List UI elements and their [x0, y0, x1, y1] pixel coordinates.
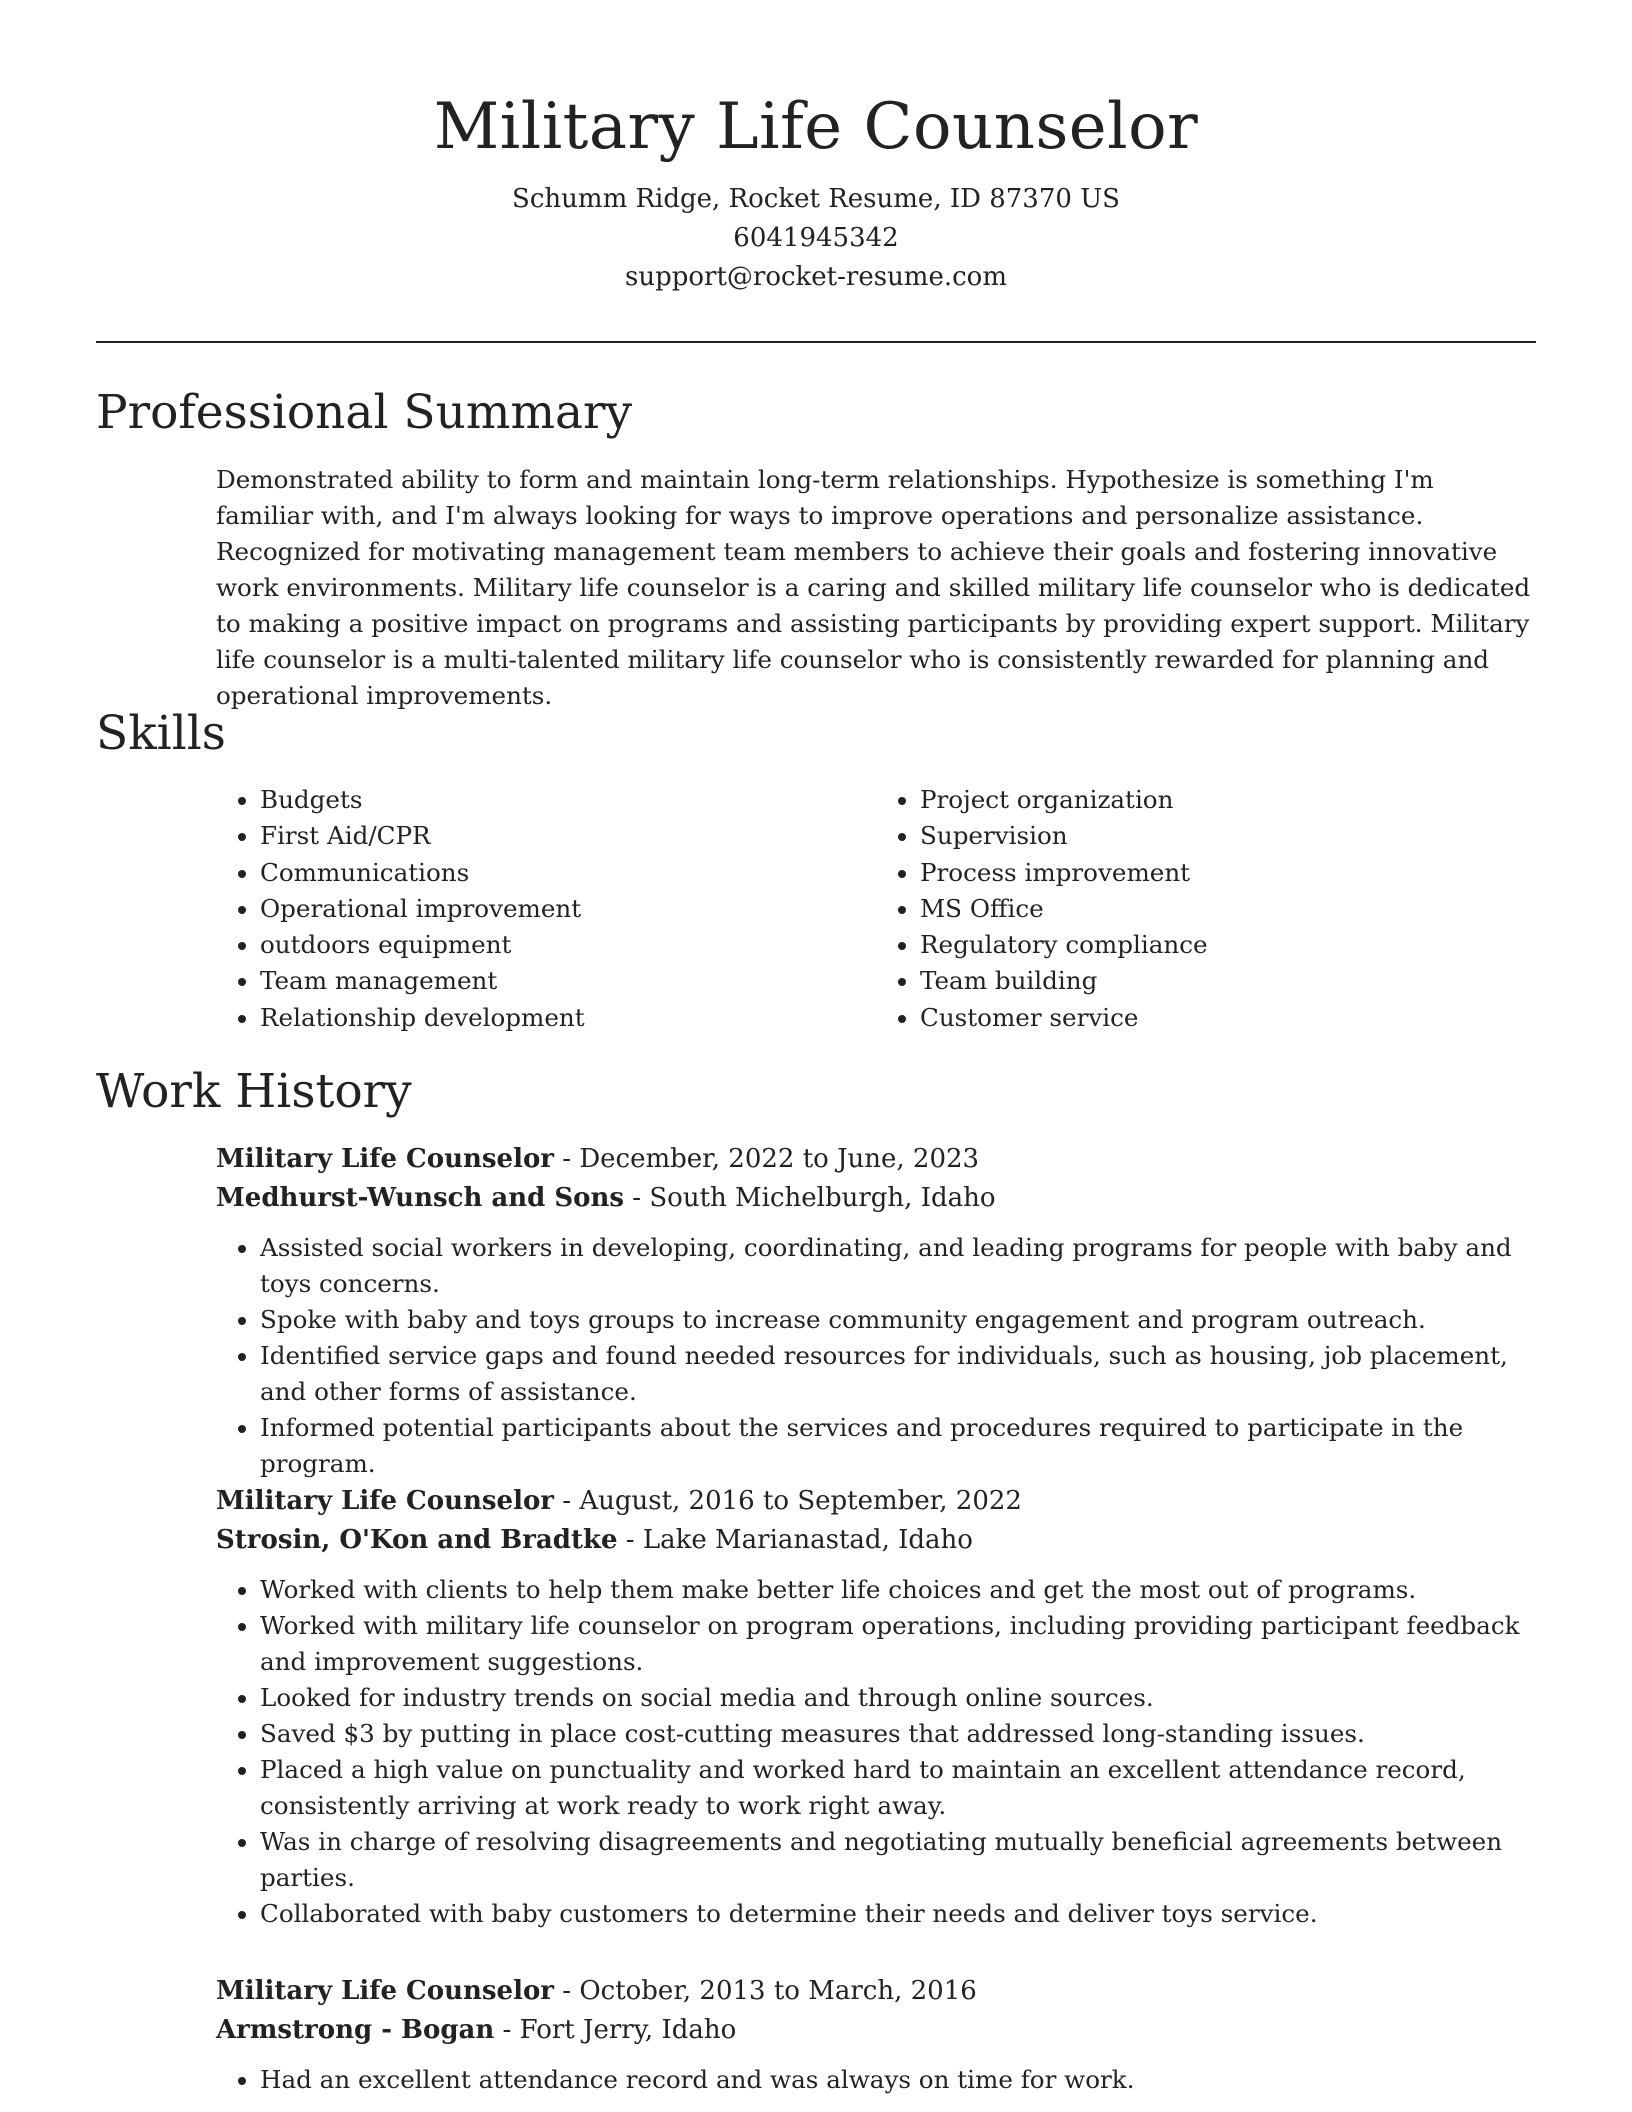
skill-item: • Team building	[920, 963, 1536, 999]
contact-phone: 6041945342	[733, 223, 899, 253]
job-entry	[216, 1482, 1536, 1932]
summary-text: Demonstrated ability to form and maintain long-term relationships. Hypothesize is something I'm familiar with, and I'm always looking for ways to improve operations and personalize assistance. Recognized for motivating management team members to achieve their goals and fostering innovative work environments. Military life counselor is a caring and skilled military life counselor who is dedicated to making a positive impact on programs and assisting participants by providing expert support. Military life counselor is a multi-talented military life counselor who is consistently rewarded for planning and operational improvements.	[216, 465, 1531, 710]
skills-column-right	[876, 782, 1536, 1036]
skills-column-left	[216, 782, 876, 1036]
job-location: - Fort Jerry, Idaho	[494, 2015, 737, 2045]
resume-header	[96, 82, 1536, 297]
job-dates: - December, 2022 to June, 2023	[554, 1144, 980, 1174]
contact-email: support@rocket-resume.com	[624, 262, 1007, 292]
job-bullets	[216, 1572, 1536, 1932]
job-entry	[216, 1972, 1536, 2098]
job-bullet: • Placed a high value on punctuality and worked hard to maintain an excellent attendance record, consistently arriving at work ready to work right away.	[260, 1752, 1536, 1824]
job-location: - South Michelburgh, Idaho	[624, 1183, 996, 1213]
job-dates: - August, 2016 to September, 2022	[554, 1486, 1022, 1516]
job-bullet: • Worked with military life counselor on program operations, including providing participant feedback and improvement suggestions.	[260, 1608, 1536, 1680]
job-bullet: • Identified service gaps and found needed resources for individuals, such as housing, job placement, and other forms of assistance.	[260, 1338, 1536, 1410]
skills-list	[216, 782, 1536, 1036]
job-role: Military Life Counselor	[216, 1976, 554, 2006]
job-company-line	[216, 2011, 1536, 2050]
job-role: Military Life Counselor	[216, 1486, 554, 1516]
skill-item: • Supervision	[920, 818, 1536, 854]
job-title-line	[216, 1482, 1536, 1521]
job-bullets	[216, 2062, 1536, 2098]
job-dates: - October, 2013 to March, 2016	[554, 1976, 977, 2006]
skill-item: • Regulatory compliance	[920, 927, 1536, 963]
skill-item: • Communications	[260, 855, 876, 891]
header-divider	[96, 341, 1536, 343]
job-title-line	[216, 1140, 1536, 1179]
job-bullet: • Collaborated with baby customers to determine their needs and deliver toys service.	[260, 1896, 1536, 1932]
job-location: - Lake Marianastad, Idaho	[617, 1525, 973, 1555]
skills-heading: Skills	[96, 706, 226, 761]
skill-item: • Relationship development	[260, 1000, 876, 1036]
job-title-line	[216, 1972, 1536, 2011]
job-bullet: • Saved $3 by putting in place cost-cutting measures that addressed long-standing issues.	[260, 1716, 1536, 1752]
job-bullet: • Informed potential participants about the services and procedures required to participate in the program.	[260, 1410, 1536, 1482]
skill-item: • First Aid/CPR	[260, 818, 876, 854]
job-bullet: • Worked with clients to help them make better life choices and get the most out of programs.	[260, 1572, 1536, 1608]
skill-item: • Customer service	[920, 1000, 1536, 1036]
job-bullet: • Looked for industry trends on social media and through online sources.	[260, 1680, 1536, 1716]
job-entry	[216, 1140, 1536, 1482]
job-bullets	[216, 1230, 1536, 1482]
skill-item: • MS Office	[920, 891, 1536, 927]
skill-item: • Team management	[260, 963, 876, 999]
skill-item: • outdoors equipment	[260, 927, 876, 963]
job-bullet: • Spoke with baby and toys groups to increase community engagement and program outreach.	[260, 1302, 1536, 1338]
job-bullet: • Assisted social workers in developing, coordinating, and leading programs for people with baby and toys concerns.	[260, 1230, 1536, 1302]
work-history-heading: Work History	[96, 1064, 412, 1119]
job-bullet: • Had an excellent attendance record and was always on time for work.	[260, 2062, 1536, 2098]
skill-item: • Budgets	[260, 782, 876, 818]
candidate-name: Military Life Counselor	[433, 90, 1199, 164]
contact-address: Schumm Ridge, Rocket Resume, ID 87370 US	[512, 184, 1120, 214]
job-company: Medhurst-Wunsch and Sons	[216, 1183, 625, 1213]
job-bullet: • Was in charge of resolving disagreements and negotiating mutually beneficial agreements between parties.	[260, 1824, 1536, 1896]
job-company-line	[216, 1179, 1536, 1218]
job-company: Strosin, O'Kon and Bradtke	[216, 1525, 618, 1555]
summary-heading: Professional Summary	[96, 385, 633, 440]
job-company-line	[216, 1521, 1536, 1560]
job-role: Military Life Counselor	[216, 1144, 554, 1174]
skill-item: • Operational improvement	[260, 891, 876, 927]
job-company: Armstrong - Bogan	[216, 2015, 495, 2045]
skill-item: • Project organization	[920, 782, 1536, 818]
skill-item: • Process improvement	[920, 855, 1536, 891]
